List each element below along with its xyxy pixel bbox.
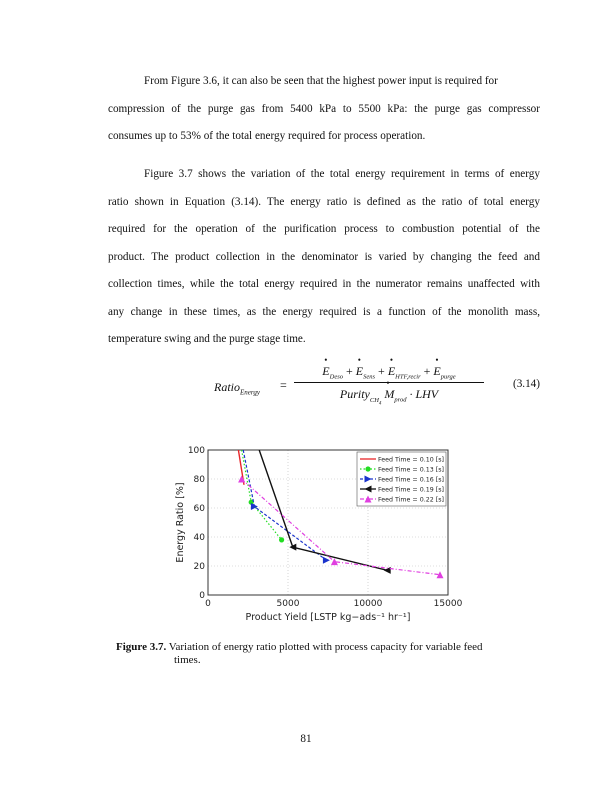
legend-label: Feed Time = 0.10 [s] (378, 456, 444, 464)
legend-label: Feed Time = 0.16 [s] (378, 476, 444, 484)
operator: + (420, 364, 434, 378)
ch-4-text: 4 (378, 401, 382, 407)
paragraph-1 (108, 68, 540, 151)
y-tick-label: 0 (199, 591, 205, 601)
purity-subscript (369, 396, 382, 407)
para-line: any change in these times, as the energy required is a function of the monolith mass, (108, 305, 540, 318)
equation-number: (3.14) (512, 378, 540, 390)
para-line: collection times, while the total energy required in the numerator remains unaffected with (108, 278, 540, 290)
x-tick-label: 5000 (276, 599, 300, 609)
x-tick-label: 10000 (353, 599, 383, 609)
operator: + (375, 364, 388, 378)
paragraph-2 (108, 161, 540, 354)
energy-rate-symbol: • E (356, 364, 363, 379)
y-tick-label: 60 (193, 504, 205, 514)
line-text: Figure 3.7 shows the variation of the total energy requirement in terms of energy (144, 168, 540, 180)
equals-sign: = (280, 378, 287, 392)
para-line (108, 68, 540, 96)
y-tick-label: 100 (187, 446, 205, 456)
para-line: product. The product collection in the denominator is varied by changing the feed and (108, 250, 540, 263)
line-text: From Figure 3.6, it can also be seen that the highest power input is required for (144, 75, 498, 87)
denominator (294, 383, 484, 406)
figure-caption (116, 641, 526, 667)
caption-text-line2: times. (174, 654, 201, 666)
legend-label: Feed Time = 0.19 [s] (378, 486, 444, 494)
energy-subscript: Deso (329, 373, 343, 381)
para-line: temperature swing and the purge stage time. (108, 333, 306, 345)
purity-text: Purity (339, 387, 370, 402)
equation-3-14 (214, 364, 540, 420)
x-axis-label: Product Yield [LSTP kg−ads⁻¹ hr⁻¹] (245, 612, 411, 623)
page-number: 81 (300, 733, 312, 745)
mass-flow-subscript: prod (394, 396, 407, 404)
y-axis-label: Energy Ratio [%] (175, 482, 186, 563)
y-tick-label: 80 (193, 475, 205, 485)
legend-label: Feed Time = 0.22 [s] (378, 496, 444, 504)
energy-ratio-chart (165, 440, 465, 625)
data-point-marker (279, 537, 284, 542)
ch-text: CH (369, 396, 379, 404)
para-line: compression of the purge gas from 5400 kPa to 5500 kPa: the purge gas compressor (108, 102, 540, 115)
energy-subscript: purge (440, 373, 456, 381)
lhv-text: · LHV (406, 387, 439, 402)
para-line: ratio shown in Equation (3.14). The energy ratio is defined as the ratio of total energy (108, 195, 540, 208)
x-tick-label: 15000 (433, 599, 463, 609)
caption-label: Figure 3.7. (116, 641, 167, 653)
energy-rate-symbol: • E (322, 364, 329, 379)
energy-rate-symbol: • E (388, 364, 395, 379)
para-line: required for the operation of the purification process to combustion potential of the (108, 223, 540, 235)
lhs-text: Ratio (214, 380, 240, 394)
mass-flow-symbol: • M (384, 387, 394, 402)
para-line: consumes up to 53% of the total energy required for process operation. (108, 130, 426, 142)
y-tick-label: 40 (193, 533, 205, 543)
legend-marker (365, 466, 370, 471)
equation-lhs (214, 380, 260, 396)
legend-label: Feed Time = 0.13 [s] (378, 466, 444, 474)
x-tick-label: 0 (205, 599, 211, 609)
lhs-subscript: Energy (240, 388, 260, 397)
operator: + (343, 364, 356, 378)
energy-subscript: Sens (363, 373, 376, 381)
caption-text: Variation of energy ratio plotted with process capacity for variable feed (166, 641, 483, 653)
y-tick-label: 20 (193, 562, 205, 572)
energy-rate-symbol: • E (433, 364, 440, 379)
energy-subscript: HTF,recir (395, 373, 421, 381)
para-line (108, 161, 540, 189)
fraction (294, 364, 484, 406)
